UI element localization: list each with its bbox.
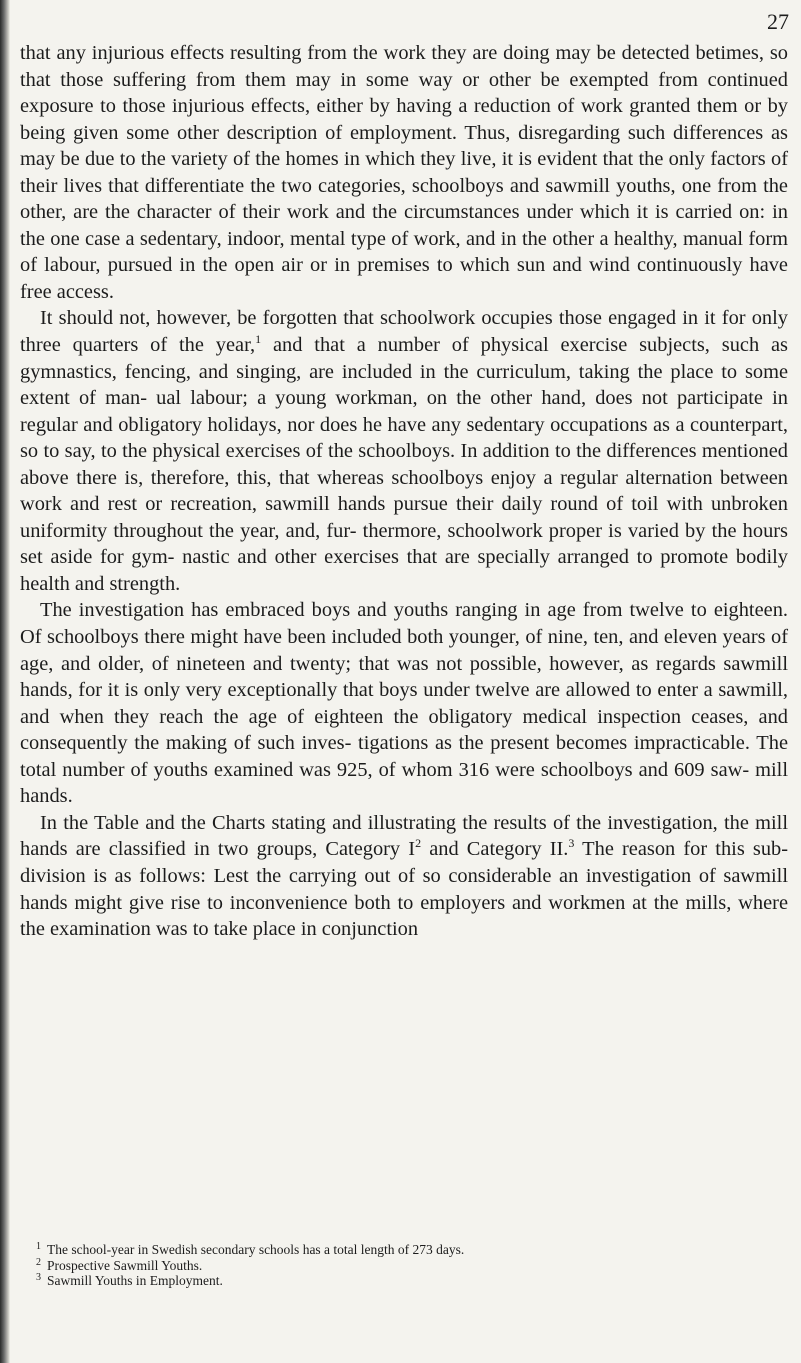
- footnote-mark-1: 1: [36, 1241, 41, 1252]
- paragraph-2-part-a: It should not, however, be forgotten that schoolwork occupies those engaged in it for only three quarters of the year,: [20, 307, 788, 357]
- footnote-3: [20, 1273, 788, 1289]
- footnote-1: [20, 1242, 788, 1258]
- paragraph-1: that any injurious effects resulting from the work they are doing may be detected betimes, so that those suffering from them may in some way or other be exempted from continued exposure to those injurious effects, either by having a reduction of work granted them or by being given some other description of employment. Thus, disregarding such differences as may be due to the variety of the homes in which they live, it is evident that the only factors of their lives that differentiate the two categories, schoolboys and sawmill youths, one from the other, are the character of their work and the circumstances under which it is carried on: in the one case a sedentary, indoor, mental type of work, and in the other a healthy, manual form of labour, pursued in the open air or in premises to which sun and wind continuously have free access.: [20, 42, 788, 303]
- footnote-2: [20, 1258, 788, 1274]
- footnote-text-2: Prospective Sawmill Youths.: [47, 1257, 203, 1273]
- footnote-text-3: Sawmill Youths in Employment.: [47, 1273, 223, 1288]
- footnote-mark-2: 2: [36, 1256, 41, 1268]
- footnotes: [20, 1242, 788, 1289]
- page-number: 27: [767, 9, 789, 34]
- paragraph-3: The investigation has embraced boys and youths ranging in age from twelve to eighteen. Of schoolboys there might have been included both younger, of nine, ten, and eleven years of age, and older, of nineteen and twenty; that was not possible, however, as regards sawmill hands, for it is only very exceptionally that boys under twelve are allowed to enter a sawmill, and when they reach the age of eighteen the obligatory medical inspection ceases, and consequently the making of such inves- tigations as the present becomes impracticable. The total number of youths examined was 925, of whom 316 were schoolboys and 609 saw- mill hands.: [20, 599, 788, 808]
- paragraph-4: [20, 810, 788, 943]
- footnote-ref-2: 2: [415, 836, 422, 851]
- footnote-text-1: The school-year in Swedish secondary schools has a total length of 273 days.: [47, 1242, 465, 1257]
- footnote-mark-3: 3: [36, 1272, 41, 1283]
- paragraph-4-part-c: The reason for this sub-division is as follows: Lest the carrying out of so considerable an investigation of sawmill hands might give rise to inconvenience both to employers and workmen at the mills, where the examination was to take place in conjunction: [20, 838, 789, 941]
- paragraph-2-part-b: and that a number of physical exercise subjects, such as gymnastics, fencing, and singing, are included in the curriculum, taking the place to some extent of man- ual labour; a young workman, on the other hand, does not participate in regular and obligatory holidays, nor does he have any sedentary occupations as a counterpart, so to say, to the physical exercises of the schoolboys. In addition to the differences mentioned above there is, therefore, this, that whereas schoolboys enjoy a regular alternation between work and rest or recreation, sawmill hands pursue their daily round of toil with unbroken uniformity throughout the year, and, fur- thermore, schoolwork proper is varied by the hours set aside for gym- nastic and other exercises that are specially arranged to promote bodily health and strength.: [20, 334, 788, 595]
- paragraph-4-part-b: and Category II.: [421, 838, 569, 861]
- footnote-ref-3: 3: [568, 836, 575, 851]
- paragraph-4-part-a: In the Table and the Charts stating and illustrating the results of the investigation, the mill hands are classified in two groups, Category I: [20, 811, 788, 861]
- footnote-ref-1: 1: [255, 332, 262, 347]
- paragraph-2: [20, 305, 788, 597]
- body-text: [20, 40, 788, 943]
- page-binding-edge: [0, 0, 10, 1363]
